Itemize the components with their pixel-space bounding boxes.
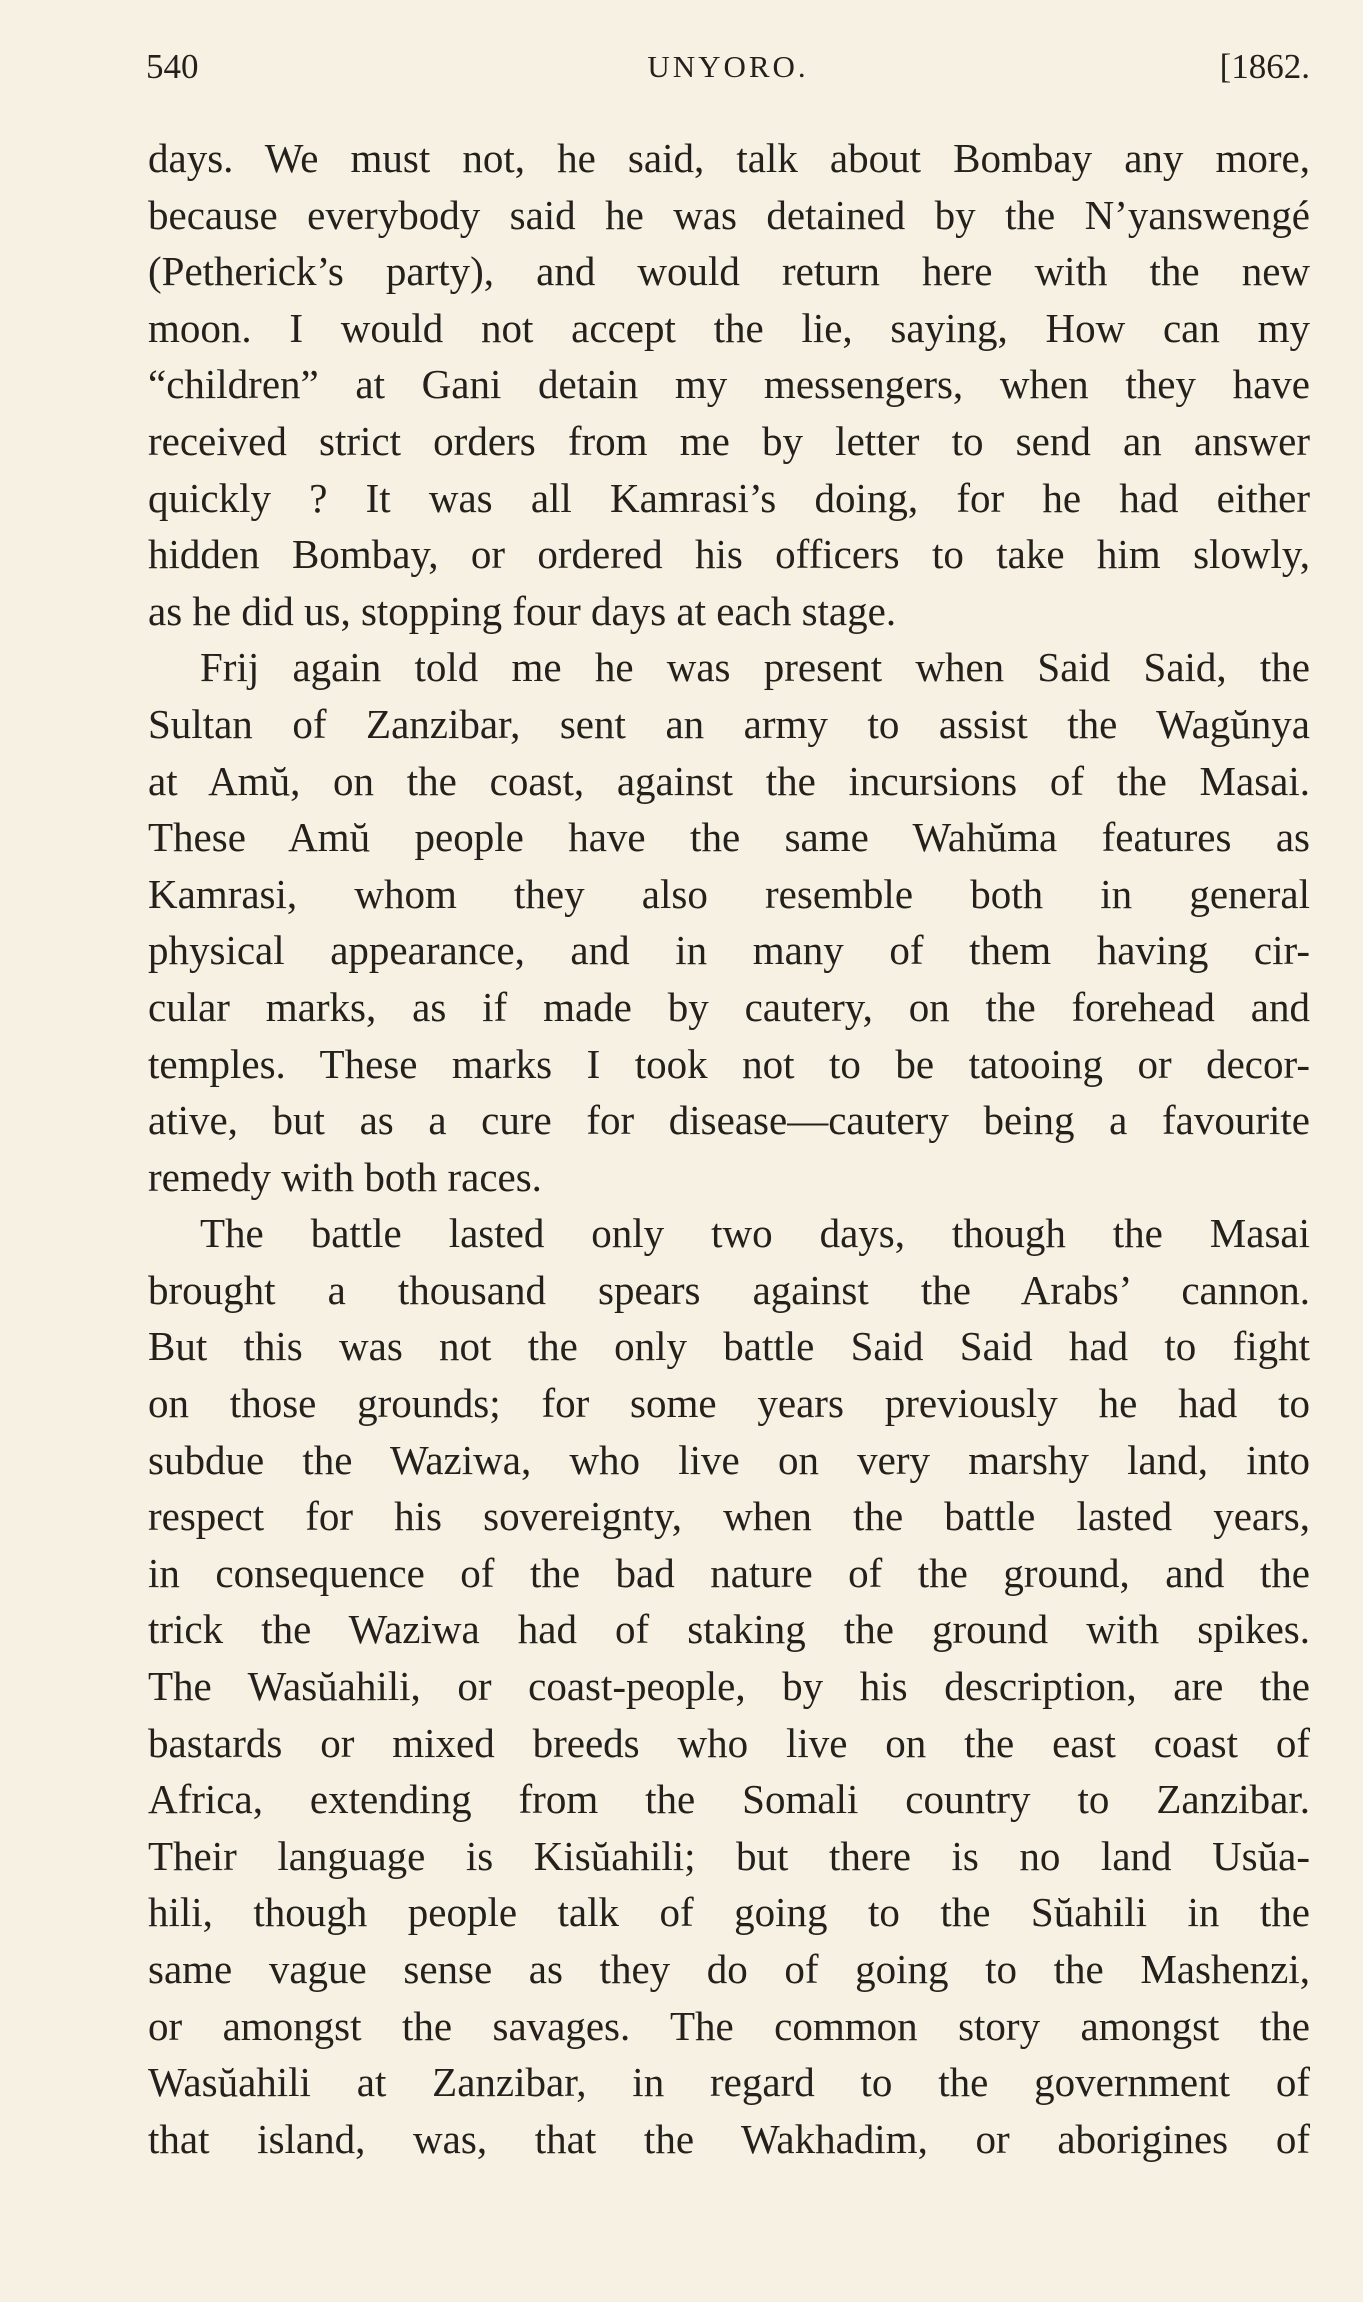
chapter-title: UNYORO. — [647, 49, 809, 84]
text-line: quickly ? It was all Kamrasi’s doing, for he had either — [148, 474, 1310, 521]
text-line: Wasŭahili at Zanzibar, in regard to the government of — [148, 2059, 1310, 2106]
text-line: respect for his sovereignty, when the battle lasted years, — [148, 1493, 1310, 1540]
text-line: “children” at Gani detain my messengers, when they have — [148, 361, 1310, 408]
running-head — [146, 42, 1310, 92]
text-line: Africa, extending from the Somali country to Zanzibar. — [148, 1776, 1310, 1823]
text-line: But this was not the only battle Said Said had to fight — [148, 1323, 1310, 1370]
page-number: 540 — [146, 47, 199, 86]
text-line: brought a thousand spears against the Arabs’ cannon. — [148, 1266, 1310, 1313]
text-line: These Amŭ people have the same Wahŭma features as — [148, 814, 1310, 861]
text-line: The Wasŭahili, or coast-people, by his description, are the — [148, 1663, 1310, 1710]
text-line: cular marks, as if made by cautery, on the forehead and — [148, 983, 1310, 1030]
text-line: received strict orders from me by letter to send an answer — [148, 417, 1310, 464]
text-line: trick the Waziwa had of staking the ground with spikes. — [148, 1606, 1310, 1653]
text-line: Their language is Kisŭahili; but there is no land Usŭa- — [148, 1832, 1310, 1879]
text-line: remedy with both races. — [148, 1153, 542, 1200]
text-line: (Petherick’s party), and would return here with the new — [148, 248, 1310, 295]
text-line: hili, though people talk of going to the Sŭahili in the — [148, 1889, 1310, 1936]
text-line: hidden Bombay, or ordered his officers to take him slowly, — [148, 531, 1310, 578]
text-line: or amongst the savages. The common story amongst the — [148, 2002, 1310, 2049]
text-line: on those grounds; for some years previously he had to — [148, 1380, 1310, 1427]
text-line: moon. I would not accept the lie, saying, How can my — [148, 304, 1310, 351]
text-line: Sultan of Zanzibar, sent an army to assist the Wagŭnya — [148, 700, 1310, 747]
text-line: days. We must not, he said, talk about Bombay any more, — [148, 135, 1310, 181]
text-line: at Amŭ, on the coast, against the incursions of the Masai. — [148, 757, 1310, 804]
text-line: that island, was, that the Wakhadim, or aborigines of — [148, 2115, 1310, 2162]
text-line: temples. These marks I took not to be tatooing or decor- — [148, 1040, 1310, 1087]
text-line: Kamrasi, whom they also resemble both in general — [148, 870, 1310, 917]
text-line: bastards or mixed breeds who live on the east coast of — [148, 1719, 1310, 1766]
body-text — [148, 130, 1310, 2167]
year-marker: [1862. — [1219, 47, 1310, 86]
text-line: physical appearance, and in many of them having cir- — [148, 927, 1310, 974]
text-line: in consequence of the bad nature of the ground, and the — [148, 1549, 1310, 1596]
text-line: as he did us, stopping four days at each stage. — [148, 587, 897, 634]
text-line: ative, but as a cure for disease—cautery being a favourite — [148, 1097, 1310, 1144]
text-line: Frij again told me he was present when Said Said, the — [200, 644, 1310, 691]
text-line: same vague sense as they do of going to the Mashenzi, — [148, 1946, 1310, 1992]
text-line: subdue the Waziwa, who live on very marshy land, into — [148, 1436, 1310, 1483]
text-line: because everybody said he was detained by the N’yanswengé — [148, 191, 1310, 238]
text-line: The battle lasted only two days, though the Masai — [200, 1210, 1310, 1257]
